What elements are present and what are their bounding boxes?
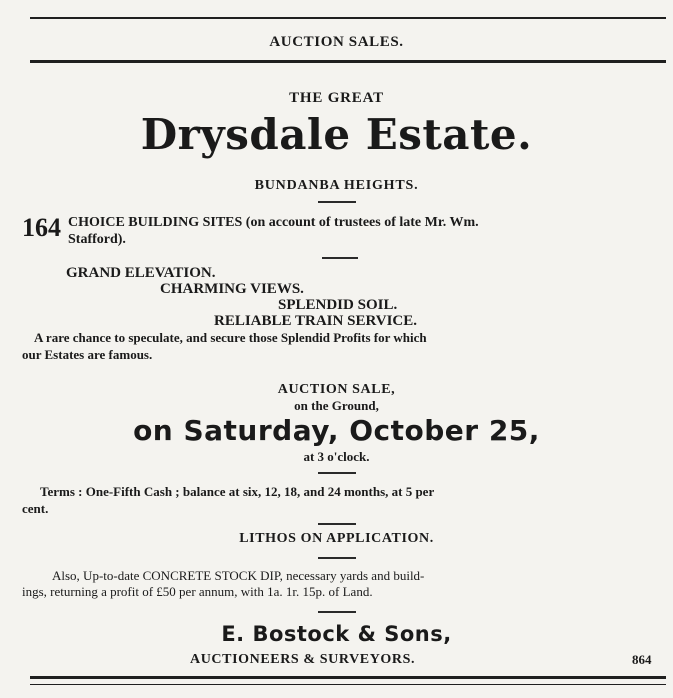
sale-place: on the Ground, [294, 398, 379, 413]
pitch-line-2: our Estates are famous. [22, 347, 153, 362]
divider-dash [318, 557, 356, 559]
ad-number: 864 [632, 652, 652, 667]
pitch-line-1: A rare chance to speculate, and secure those Splendid Profits for which [34, 330, 427, 345]
divider-dash [318, 472, 356, 474]
sites-line-1: CHOICE BUILDING SITES (on account of trustees of late Mr. Wm. [68, 215, 479, 230]
estate-title: Drysdale Estate. [140, 110, 533, 159]
extra-line-2: ings, returning a profit of £50 per annum, with 1a. 1r. 15p. of Land. [22, 584, 373, 599]
feature-soil: SPLENDID SOIL. [278, 297, 398, 313]
extra-line-1: Also, Up-to-date CONCRETE STOCK DIP, necessary yards and build- [52, 568, 425, 583]
section-header: AUCTION SALES. [269, 34, 404, 50]
sale-date: on Saturday, October 25, [133, 414, 540, 447]
divider-dash [318, 611, 356, 613]
header-rule [30, 60, 666, 63]
feature-train: RELIABLE TRAIN SERVICE. [214, 313, 418, 329]
divider-dash [322, 257, 358, 259]
location-text: BUNDANBA HEIGHTS. [254, 178, 419, 193]
top-rule [30, 17, 666, 19]
sites-line-2: Stafford). [68, 232, 126, 247]
lithos-text: LITHOS ON APPLICATION. [239, 531, 434, 546]
terms-line-2: cent. [22, 501, 49, 516]
sale-time: at 3 o'clock. [303, 449, 370, 464]
bottom-rule [30, 676, 666, 679]
kicker-text: THE GREAT [289, 90, 384, 106]
terms-line-1: Terms : One-Fifth Cash ; balance at six, 12, 18, and 24 months, at 5 per [40, 484, 435, 499]
divider-dash [318, 523, 356, 525]
feature-elevation: GRAND ELEVATION. [66, 265, 216, 281]
firm-role: AUCTIONEERS & SURVEYORS. [190, 652, 416, 667]
bottom-rule-thin [30, 684, 666, 685]
sale-heading: AUCTION SALE, [277, 382, 396, 397]
sites-count: 164 [22, 213, 61, 242]
firm-name: E. Bostock & Sons, [221, 622, 452, 646]
feature-views: CHARMING VIEWS. [160, 281, 304, 297]
divider-dash [318, 201, 356, 203]
